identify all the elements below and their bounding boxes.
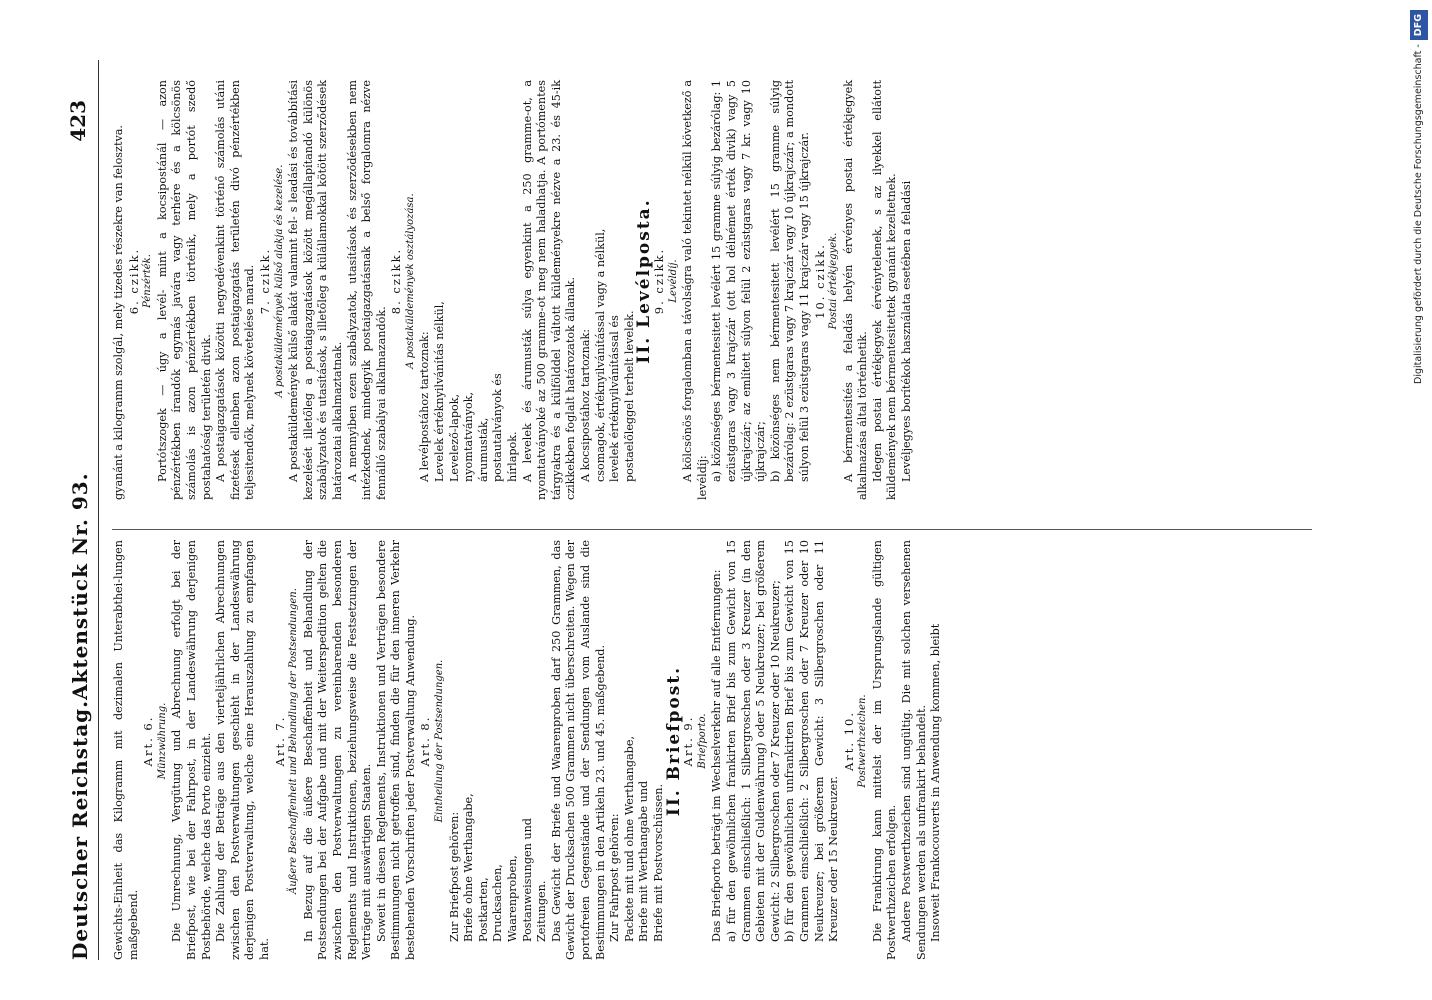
article-heading: 8. czikk.: [389, 247, 404, 315]
german-text-column: [112, 540, 944, 960]
page-number: 423: [66, 100, 90, 142]
list-item: a) közönséges bérmentesitett levélért 15 gramme súlyig bezárólag: 1 ezüstgaras vagy 3 krajczár (ott hol délnémet érték divik) vagy 5 újkrajczár; az említett súlyon felül 2 ezüstgaras vagy 7 kr. vagy 10 újkrajczár;: [710, 80, 768, 482]
list-item: Levelező-lapok,: [447, 393, 461, 482]
list-item: Waarenproben,: [506, 855, 520, 942]
paragraph: A levélpostához tartoznak:: [418, 331, 432, 482]
list-item: csomagok, értéknyilvánítással vagy a nélkül,: [593, 228, 607, 482]
list-item: b) közönséges nem bérmentesitett levélért 15 gramme súlyig bezárólag: 2 ezüstgaras vagy 7 krajczár vagy 10 újkrajczár; a mondott súlyon felül 3 ezüstgaras vagy 11 krajczár vagy 15 újkrajczár.: [768, 80, 811, 482]
paragraph: Idegen postai értékjegyek érvénytelenek, s az ilyekkel ellátott küldemények nem bérmentesitettek gyanánt kezeltetnek.: [870, 80, 899, 500]
list-item: Postanweisungen und: [520, 818, 534, 942]
article-subheading: Briefporto.: [696, 713, 708, 769]
page-header: [62, 60, 100, 960]
paragraph: Andere Postwerthzeichen sind ungültig. Die mit solchen versehenen Sendungen werden als unfrankirt behandelt.: [900, 540, 928, 960]
article-heading: 6. czikk.: [126, 247, 141, 315]
article-heading: Art. 7.: [272, 715, 287, 767]
list-item: b) für den gewöhnlichen unfrankirten Brief bis zum Gewicht von 15 Grammen einschließlich: 2 Silbergroschen oder 7 Kreuzer oder 10 Neukreuzer; bei größerem Gewicht: 3 Silbergroschen oder 11 Kreuzer oder 15 Neukreuzer.: [783, 540, 841, 942]
list-item: nyomtatványok,: [462, 391, 476, 482]
section-heading: II. Briefpost.: [663, 665, 684, 817]
paragraph: Gewichts-Einheit das Kilogramm mit dezimalen Unterabthei-lungen maßgebend.: [112, 540, 140, 960]
paragraph: A kocsipostához tartoznak:: [579, 329, 592, 482]
list-item: hírlapok.: [506, 431, 520, 482]
list-item: a) für den gewöhnlichen frankirten Brief bis zum Gewicht von 15 Grammen einschließlich: 1 Silbergroschen oder 3 Kreuzer (in den Gebieten mit der Guldenwährung) oder 5 Neukreuzer; bei größerem Gewicht: 2 Silbergroschen oder 7 Kreuzer oder 10 Neukreuzer;: [724, 540, 782, 942]
article-heading: Art. 9.: [681, 715, 696, 767]
paragraph: Zur Briefpost gehören:: [447, 811, 461, 942]
paragraph: A levelek és árumusták súlya egyenkint a 250 gramme-ot, a nyomtatványoké az 500 gramme-ot meg nem haladhatja. A portómentes tárgyakra és a külfölddel váltott küldeményekre nézve a 23. és 45-ik czikkekben foglalt határozatok állanak.: [520, 80, 578, 500]
article-subheading: Eintheilung der Postsendungen.: [434, 659, 446, 823]
article-subheading: A postaküldemények külső alakja és kezelése.: [273, 164, 285, 398]
paragraph: A mennyiben ezen szabályzatok, utasítások és szerződésekben nem intézkednek, mindegyik postaigazgatásnak a belső forgalomra nézve fennálló szabályai alkalmazandók.: [345, 80, 388, 500]
article-subheading: Postai értékjegyek.: [828, 232, 840, 330]
paragraph: Die Umrechnung, Vergütung und Abrechnung erfolgt bei der Briefpost, wie bei der Fahrpost, in der Landeswährung derjenigen Postbehörde, welche das Porto einzieht.: [170, 540, 213, 960]
article-subheading: Äußere Beschaffenheit und Behandlung der Postsendungen.: [288, 588, 300, 894]
header-document-number: Aktenstück Nr. 93.: [68, 472, 92, 700]
list-item: Zeitungen.: [535, 880, 549, 942]
paragraph: A postaküldemények külső alakát valamint fel- s leadási és továbbítási kezelését illetőleg a postaigazgatások között megállapítandó különös szabályzatok és utasítások, s illetőleg a külállamokkal kötött szerződések határozatai alkalmaztatnak.: [287, 80, 344, 500]
paragraph: Das Briefporto beträgt im Wechselverkehr auf alle Entfernungen:: [710, 569, 724, 942]
paragraph: Die Frankirung kann mittelst der im Ursprungslande gültigen Postwerthzeichen erfolgen.: [870, 540, 899, 960]
list-item: levelek értéknyilvánítással és: [608, 315, 622, 482]
hungarian-text-column: [112, 80, 915, 500]
article-subheading: Münzwährung.: [156, 702, 168, 780]
article-heading: 9. czikk.: [651, 247, 666, 315]
article-heading: Art. 6.: [141, 715, 156, 767]
column-divider: [112, 529, 1312, 530]
paragraph: gyanánt a kilogramm szolgál, mely tizedes részekre van felosztva.: [112, 125, 125, 500]
article-subheading: Postwerthzeichen.: [857, 694, 869, 788]
dfg-badge: DFG: [1410, 10, 1428, 40]
article-subheading: A postaküldemények osztályozása.: [404, 193, 416, 369]
article-heading: Art. 10.: [841, 710, 856, 772]
paragraph: A postaigazgatások közötti negyedévenkint történő számolás utáni fizetések ellenben azon postaigazgatás területén divó pénzértékben teljesitendők, melynek követelése marad.: [214, 80, 257, 500]
list-item: Packete mit und ohne Werthangabe,: [622, 735, 636, 942]
header-rule: [98, 60, 99, 960]
article-heading: 10. czikk.: [812, 243, 827, 319]
paragraph: Insoweit Frankocouverts in Anwendung kommen, bleibt: [929, 623, 943, 942]
list-item: Briefe mit Postvorschüssen.: [651, 783, 665, 942]
paragraph: Zur Fahrpost gehören:: [608, 813, 622, 942]
digitization-credit-text: Digitalisierung gefördert durch die Deutsche Forschungsgemeinschaft -: [1413, 44, 1424, 384]
list-item: Levelek értéknyilvánítás nélkül,: [433, 301, 447, 482]
paragraph: Portótszogek — úgy a levél- mint a kocsipostánál — azon pénzértékben írandók egymás javára vagy terhére és a kölcsönös számolás is azon pénzértékben történik, mely a portót szedő postahatóság területén divik.: [155, 80, 213, 500]
list-item: Briefe ohne Werthangabe,: [462, 793, 476, 942]
article-heading: 7. czikk.: [257, 247, 272, 315]
digitization-credit: [1408, 10, 1428, 990]
paragraph: In Bezug auf die äußere Beschaffenheit und Behandlung der Postsendungen bei der Aufgabe und mit der Weiterspedition gelten die zwischen den Postverwaltungen zu vereinbarenden besonderen Reglements und Instruktionen, beziehungsweise die Festsetzungen der Verträge mit auswärtigen Staaten.: [301, 540, 374, 960]
paragraph: Das Gewicht der Briefe und Waarenproben darf 250 Grammen, das Gewicht der Drucksachen 500 Grammen nicht überschreiten. Wegen der portofreien Gegenstände und der Sendungen vom Auslande sind die Bestimmungen in den Artikeln 23. und 45. maßgebend.: [549, 540, 607, 960]
list-item: Briefe mit Werthangabe und: [637, 780, 651, 942]
paragraph: Soweit in diesen Reglements, Instruktionen und Verträgen besondere Bestimmungen nicht getroffen sind, finden die für den inneren Verkehr bestehenden Vorschriften jeder Postverwaltung Anwendung.: [374, 540, 417, 960]
list-item: árumusták,: [476, 417, 490, 482]
header-title: Deutscher Reichstag.: [68, 699, 92, 960]
list-item: Postkarten,: [476, 877, 490, 942]
article-subheading: Levéldíj.: [667, 259, 679, 303]
list-item: Drucksachen,: [491, 864, 505, 942]
section-heading: II. Levélposta.: [634, 198, 655, 364]
paragraph: A kölcsönös forgalomban a távolságra való tekintet nélkül következő a levéldíj:: [681, 80, 709, 500]
paragraph: Levéljegyes borítékok használata esetében a feladási: [900, 180, 914, 482]
paragraph: A bérmentesítés a feladás helyén érvényes postai értékjegyek alkalmazása által történhetik.: [841, 80, 870, 500]
list-item: postaelőleggel terhelt levelek.: [622, 310, 636, 482]
article-subheading: Pénzérték.: [142, 254, 154, 308]
article-heading: Art. 8.: [418, 715, 433, 767]
list-item: postautalványok és: [491, 373, 505, 482]
paragraph: Die Zahlung der Beträge aus den vierteljährlichen Abrechnungen zwischen den Postverwaltungen geschieht in der Landeswährung derjenigen Postverwaltung, welche eine Herauszahlung zu empfangen hat.: [214, 540, 271, 960]
